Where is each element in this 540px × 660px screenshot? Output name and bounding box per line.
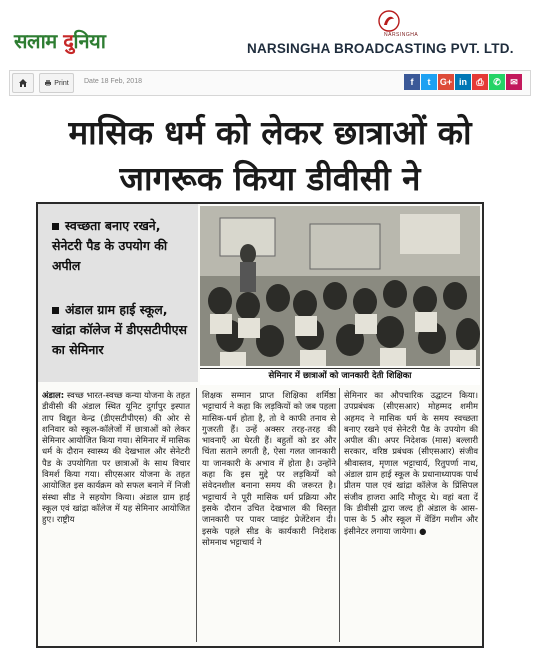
twitter-icon: t (427, 77, 431, 87)
column-1-text: स्वच्छ भारत-स्वच्छ कन्या योजना के तहत डीवीसी की अंडाल स्थित यूनिट दुर्गापुर इस्पात ताप विद्युत केन्द्र (डीएसटीपीएस) की ओर से शनिवार को स्कूल-कॉलेजों में छात्राओं को लेकर सेमिनार आयोजित किया गया। सेमिनार में मासिक धर्म के दौरान स्वास्थ्य की देखभाल और सेनेटरी पैड के उपयोगिता पर छात्राओं के साथ विचार विमर्श किया गया। सीएसआर योजना के तहत आयोजित इस कार्यक्रम को सफल बनाने में निजी संस्था सीड ने सहयोग किया। अंडाल ग्राम हाई स्कूल एवं खांद्रा कॉलेज में यह सेमिनार आयोजित हुए। राष्ट्रीय (42, 390, 190, 525)
photo-caption: सेमिनार में छात्राओं को जानकारी देती शिक्षिका (200, 368, 480, 385)
kicker-2: अंडाल ग्राम हाई स्कूल, खांद्रा कॉलेज में डीएसटीपीएस का सेमिनार (52, 302, 187, 357)
share-linkedin-button[interactable] (455, 74, 471, 90)
home-icon (18, 78, 28, 88)
narsingha-broadcasting-title: NARSINGHA BROADCASTING PVT. LTD. (247, 41, 514, 56)
column-divider (339, 388, 340, 642)
salam-duniya-logo[interactable]: सलाम दुनिया (14, 29, 106, 53)
printer-icon (44, 79, 52, 87)
article-column-2: शिक्षक सम्मान प्राप्त शिक्षिका शर्मिष्ठा भट्टाचार्य ने कहा कि लड़कियों को जब पहला मासिक-धर्म होता है, तो वे काफी तनाव से गुजरती हैं। उन्हें अक्सर तरह-तरह की भावनाएँ आ घेरती हैं। बहुतों को डर और चिंता सताने लगती है, ऐसा गलत जानकारी या जानकारी के अभाव में होता है। उन्होंने कहा कि इस मुद्दे पर लड़कियों को संवेदनशील बनाना समय की जरूरत है। भट्टाचार्य ने पूरी मासिक धर्म प्रक्रिया और इसके दौरान उचित देखभाल की विस्तृत जानकारी पर पावर प्वाइंट प्रेजेंटेशन दी। इसके पहले सीड के कार्यकारी निदेशक सोमनाथ भट्टाचार्य ने (202, 390, 336, 547)
print-button[interactable] (39, 73, 74, 93)
print-icon: ⎙ (476, 76, 484, 87)
bullet-icon (52, 223, 59, 230)
article-headline: मासिक धर्म को लेकर छात्राओं को जागरूक किया डीवीसी ने (68, 113, 472, 198)
linkedin-icon: in (459, 77, 467, 87)
column-divider (196, 388, 197, 642)
share-google-plus-button[interactable] (438, 74, 454, 90)
narsingha-emblem-icon (378, 10, 400, 32)
print-label: Print (54, 79, 69, 87)
publish-date: Date 18 Feb, 2018 (84, 78, 142, 85)
kicker-1: स्वच्छता बनाए रखने, सेनेटरी पैड के उपयोग की अपील (52, 218, 168, 273)
share-twitter-button[interactable] (421, 74, 437, 90)
bullet-icon (52, 307, 59, 314)
seminar-photo (200, 206, 480, 366)
whatsapp-icon: ✆ (493, 76, 501, 87)
share-print-button[interactable] (472, 74, 488, 90)
article-column-1 (42, 390, 190, 526)
share-facebook-button[interactable] (404, 74, 420, 90)
facebook-icon: f (410, 77, 414, 87)
narsingha-logo-subtext: NARSINGHA (384, 32, 419, 38)
google-plus-icon: G+ (439, 77, 453, 87)
article-column-3: सेमिनार का औपचारिक उद्घाटन किया। उपप्रबंधक (सीएसआर) मोहम्मद शमीम अहमद ने मासिक धर्म के समय स्वच्छता बनाए रखने एवं सेनेटरी पैड के उपयोग की अपील की। अपर निदेशक (मास) बल्लारी सरकार, वरिष्ठ प्रबंधक (सीएसआर) संजीव श्रीवास्तव, मृणाल भट्टाचार्य, रितुपर्णा नाथ, अंडाल ग्राम हाई स्कूल के प्रधानाध्यापक पार्थ प्रीतम पाल एवं खांद्रा कॉलेज के प्रिंसिपल संजीव हाजरा आदि मौजूद थे। वहां बता दें कि डीवीसी द्वारा जल्द ही अंडाल के आस-पास के 5 और स्कूल में वेंडिंग मशीन और इंसीनेटर लगाया जायेगा। ● (344, 390, 478, 536)
email-icon: ✉ (510, 76, 518, 87)
dateline: अंडाल: (42, 390, 65, 400)
share-whatsapp-button[interactable] (489, 74, 505, 90)
share-email-button[interactable] (506, 74, 522, 90)
home-button[interactable] (12, 73, 34, 93)
